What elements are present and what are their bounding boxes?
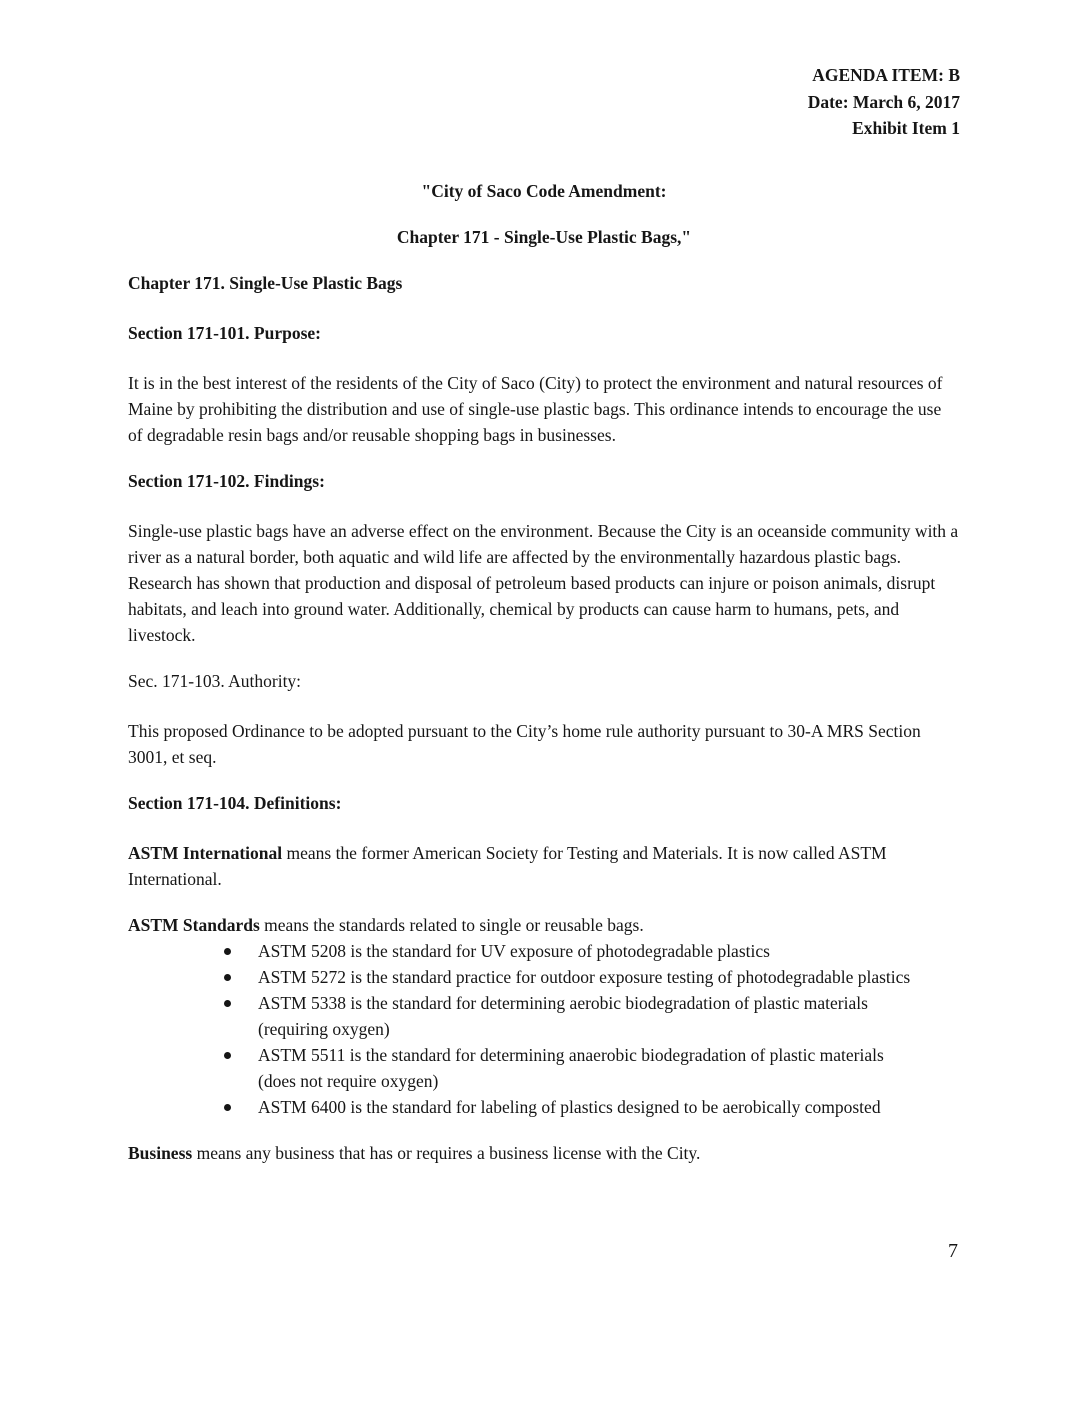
definition-business [128,1140,960,1166]
bullet-icon [224,1000,231,1007]
definition-astm-international-text: means the former American Society for Testing and Materials. It is now called ASTM International. [128,842,887,889]
term-astm-standards: ASTM Standards [128,914,260,935]
section-findings-body: Single-use plastic bags have an adverse effect on the environment. Because the City is an oceanside community with a river as a natural border, both aquatic and wild life are affected by the environmentally hazardous plastic bags. Research has shown that production and disposal of petroleum based products can injure or poison animals, disrupt habitats, and leach into ground water. Additionally, chemical by products can cause harm to humans, pets, and livestock. [128,520,959,645]
list-item [258,1094,918,1120]
bullet-icon [224,1052,231,1059]
section-authority-heading: Sec. 171-103. Authority: [128,670,302,691]
section-definitions-heading: Section 171-104. Definitions: [128,792,342,813]
chapter-heading: Chapter 171. Single-Use Plastic Bags [128,272,403,293]
list-item-text: ASTM 5272 is the standard practice for outdoor exposure testing of photodegradable plastics [258,966,911,987]
document-title-line1: "City of Saco Code Amendment: [421,180,667,201]
header-date-line: Date: March 6, 2017 [807,91,960,112]
definition-astm-standards [128,912,960,1120]
section-authority-body: This proposed Ordinance to be adopted pursuant to the City’s home rule authority pursuant to 30-A MRS Section 3001, et seq. [128,720,921,767]
section-purpose-body: It is in the best interest of the residents of the City of Saco (City) to protect the environment and natural resources of Maine by prohibiting the distribution and use of single-use plastic bags. This ordinance intends to encourage the use of degradable resin bags and/or reusable shopping bags in businesses. [128,372,943,445]
astm-standards-list [128,938,960,1120]
list-item-text: ASTM 5338 is the standard for determining aerobic biodegradation of plastic materials (requiring oxygen) [258,992,868,1039]
bullet-icon [224,974,231,981]
section-purpose-heading: Section 171-101. Purpose: [128,322,321,343]
definition-astm-international [128,840,960,892]
exhibit-item-line: Exhibit Item 1 [852,118,960,138]
list-item-text: ASTM 5511 is the standard for determining anaerobic biodegradation of plastic materials (does not require oxygen) [258,1044,884,1091]
definition-business-text: means any business that has or requires a business license with the City. [192,1142,701,1163]
list-item-text: ASTM 5208 is the standard for UV exposure of photodegradable plastics [258,940,770,961]
agenda-item-line: AGENDA ITEM: B [812,65,960,85]
document-title-line2: Chapter 171 - Single-Use Plastic Bags," [396,226,692,247]
definition-astm-standards-text: means the standards related to single or reusable bags. [259,914,644,935]
term-astm-international: ASTM International [128,842,283,863]
definition-astm-standards-intro [128,912,960,938]
section-findings-heading: Section 171-102. Findings: [128,470,325,491]
list-item [258,1042,918,1094]
document-header [128,62,960,142]
term-business: Business [128,1142,193,1163]
bullet-icon [224,948,231,955]
list-item [258,964,918,990]
list-item-text: ASTM 6400 is the standard for labeling of plastics designed to be aerobically composted [258,1096,881,1117]
list-item [258,990,918,1042]
bullet-icon [224,1104,231,1111]
page-number: 7 [948,1240,958,1262]
list-item [258,938,918,964]
